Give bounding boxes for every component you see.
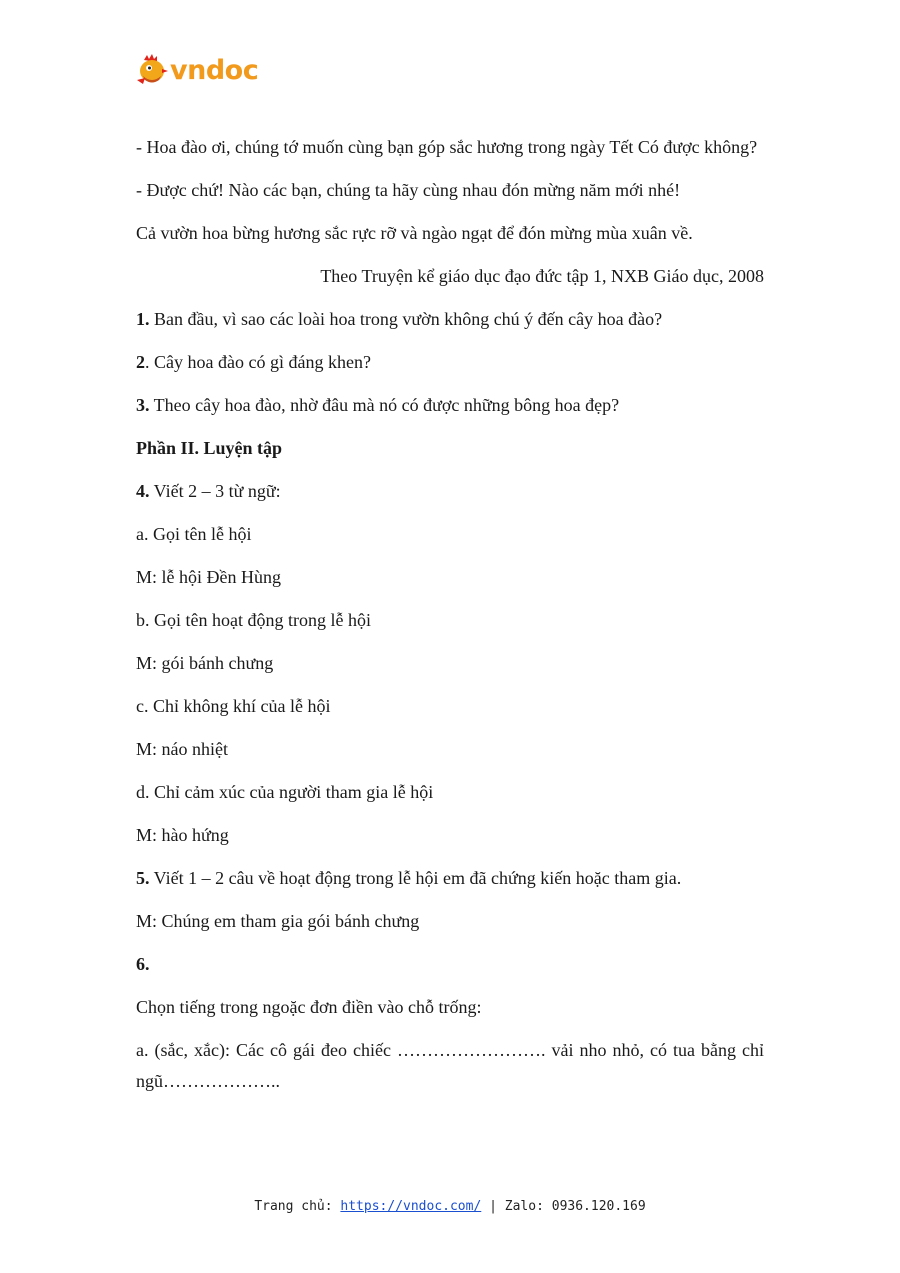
rooster-mascot-icon xyxy=(135,54,169,86)
question-4-number: 4. xyxy=(136,481,150,501)
question-2-number: 2 xyxy=(136,352,145,372)
footer-prefix: Trang chủ: xyxy=(254,1199,341,1214)
question-4c-example: M: náo nhiệt xyxy=(136,739,228,759)
question-4d: d. Chỉ cảm xúc của người tham gia lễ hội xyxy=(136,782,434,802)
question-1-number: 1. xyxy=(136,309,150,329)
page-footer xyxy=(0,1199,900,1214)
dialog-line-2: - Được chứ! Nào các bạn, chúng ta hãy cùng nhau đón mừng năm mới nhé! xyxy=(136,180,681,200)
closing-line: Cả vườn hoa bừng hương sắc rực rỡ và ngào ngạt để đón mừng mùa xuân về. xyxy=(136,223,693,243)
question-6a: a. (sắc, xắc): Các cô gái đeo chiếc ……………………. vải nho nhỏ, có tua bằng chỉ ngũ……………….. xyxy=(136,1040,764,1091)
question-4a-example: M: lễ hội Đền Hùng xyxy=(136,567,281,587)
question-2 xyxy=(136,347,764,378)
vndoc-logo[interactable] xyxy=(135,52,258,88)
question-2-text: . Cây hoa đào có gì đáng khen? xyxy=(145,352,371,372)
homepage-link[interactable]: https://vndoc.com/ xyxy=(340,1199,482,1214)
question-4c: c. Chỉ không khí của lễ hội xyxy=(136,696,331,716)
question-4 xyxy=(136,476,764,507)
question-3-number: 3. xyxy=(136,395,150,415)
question-4-text: Viết 2 – 3 từ ngữ: xyxy=(149,481,281,501)
question-1 xyxy=(136,304,764,335)
question-4a: a. Gọi tên lễ hội xyxy=(136,524,252,544)
source-citation: Theo Truyện kể giáo dục đạo đức tập 1, NXB Giáo dục, 2008 xyxy=(320,266,764,286)
question-4b: b. Gọi tên hoạt động trong lễ hội xyxy=(136,610,371,630)
section-heading: Phần II. Luyện tập xyxy=(136,438,283,458)
question-3-text: Theo cây hoa đào, nhờ đâu mà nó có được những bông hoa đẹp? xyxy=(149,395,620,415)
question-5 xyxy=(136,863,764,894)
question-6-text: Chọn tiếng trong ngoặc đơn điền vào chỗ trống: xyxy=(136,997,482,1017)
question-6-number: 6. xyxy=(136,954,150,974)
question-5-number: 5. xyxy=(136,868,150,888)
question-5-example: M: Chúng em tham gia gói bánh chưng xyxy=(136,911,420,931)
question-5-text: Viết 1 – 2 câu về hoạt động trong lễ hội em đã chứng kiến hoặc tham gia. xyxy=(149,868,682,888)
question-3 xyxy=(136,390,764,421)
logo-wordmark: vndoc xyxy=(170,54,259,86)
question-4d-example: M: hào hứng xyxy=(136,825,229,845)
dialog-line-1: - Hoa đào ơi, chúng tớ muốn cùng bạn góp sắc hương trong ngày Tết Có được không? xyxy=(136,137,758,157)
footer-contact: | Zalo: 0936.120.169 xyxy=(481,1199,646,1214)
question-4b-example: M: gói bánh chưng xyxy=(136,653,274,673)
document-body xyxy=(136,132,764,1109)
question-1-text: Ban đầu, vì sao các loài hoa trong vườn không chú ý đến cây hoa đào? xyxy=(149,309,663,329)
